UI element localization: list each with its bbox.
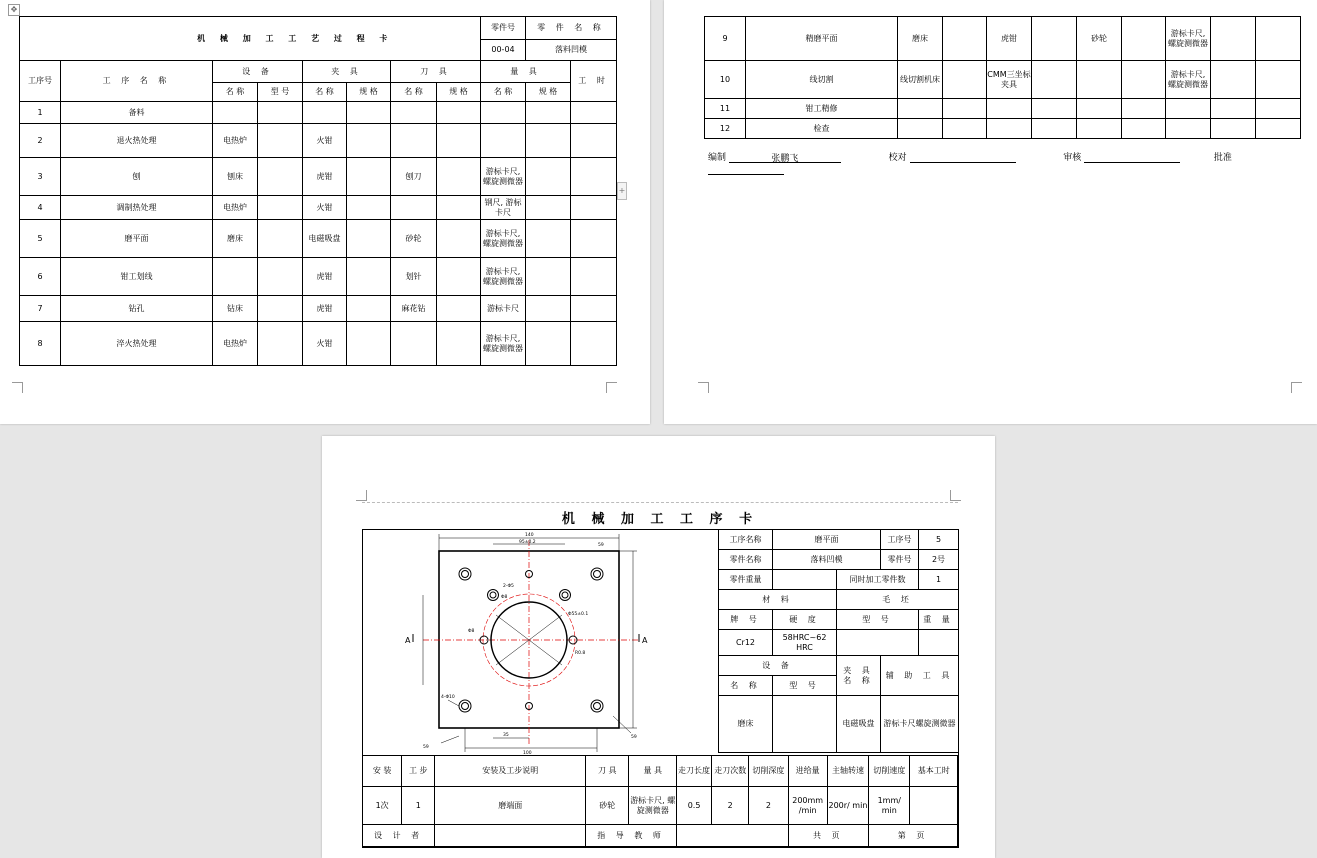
equip-name-value: 磨床 — [719, 696, 773, 753]
step-header-cell: 进给量 — [788, 756, 827, 787]
page-title: 机 械 加 工 工 艺 过 程 卡 — [20, 17, 571, 61]
dim-label: 100 — [523, 751, 532, 755]
fixture-spec-cell — [1032, 17, 1077, 61]
part-name-label: 零 件 名 称 — [526, 17, 617, 40]
fixture-name-cell: 虎钳 — [303, 258, 347, 296]
part-drawing — [363, 530, 719, 755]
table-resize-handle[interactable]: + — [617, 182, 627, 200]
equipment-name-cell: 电热炉 — [213, 322, 258, 366]
hardness-value: 58HRC~62 HRC — [773, 630, 837, 656]
equipment-name-cell: 钻床 — [213, 296, 258, 322]
time-cell — [571, 158, 617, 196]
equipment-model-cell — [258, 196, 303, 220]
proc-name-label: 工序名称 — [719, 530, 773, 550]
crop-mark — [698, 382, 709, 393]
review-field[interactable] — [1084, 151, 1180, 163]
step-name-cell: 刨 — [61, 158, 213, 196]
operation-card-title: 机 械 加 工 工 序 卡 — [561, 512, 759, 527]
table-row — [705, 119, 1301, 139]
check-label: 校对 — [888, 153, 907, 163]
fixture-name-cell — [303, 102, 347, 124]
sub-header-name: 名 称 — [481, 83, 526, 102]
measure-spec-cell — [1211, 99, 1256, 119]
step-header-cell: 切削深度 — [749, 756, 788, 787]
step-header-cell: 工 步 — [402, 756, 435, 787]
fixture-name-cell: 虎钳 — [303, 158, 347, 196]
equipment-model-cell — [258, 158, 303, 196]
step-no-cell: 12 — [705, 119, 746, 139]
part-name-value: 落料凹模 — [526, 40, 617, 61]
part-name-value: 落料凹模 — [773, 550, 881, 570]
table-row — [705, 99, 1301, 119]
section-mark-right: A — [642, 636, 648, 645]
step-value-cell: 游标卡尺, 螺旋测微器 — [629, 787, 677, 825]
compiler-field[interactable] — [729, 151, 841, 163]
tool-spec-cell — [437, 196, 481, 220]
tool-name-cell — [391, 102, 437, 124]
weight-value — [773, 570, 837, 590]
fixture-spec-cell — [1032, 61, 1077, 99]
tool-name-cell — [1077, 99, 1122, 119]
measure-spec-cell — [526, 124, 571, 158]
proc-name-value: 磨平面 — [773, 530, 881, 550]
move-handle-icon[interactable]: ✥ — [8, 4, 20, 16]
sub-header-spec: 规 格 — [437, 83, 481, 102]
tool-spec-cell — [437, 220, 481, 258]
measure-name-cell — [1166, 99, 1211, 119]
fixture-spec-cell — [347, 158, 391, 196]
crop-mark — [12, 382, 23, 393]
step-no-cell: 10 — [705, 61, 746, 99]
weight-label: 零件重量 — [719, 570, 773, 590]
fixture-name-cell: 火钳 — [303, 322, 347, 366]
approve-label: 批准 — [1213, 153, 1232, 163]
instructor-field[interactable] — [677, 825, 789, 847]
fixture-name-cell: CMM三坐标夹具 — [987, 61, 1032, 99]
measure-spec-cell — [526, 102, 571, 124]
step-no-cell: 3 — [20, 158, 61, 196]
equipment-model-cell — [258, 124, 303, 158]
fixture-name-cell: 虎钳 — [303, 296, 347, 322]
step-no-cell: 6 — [20, 258, 61, 296]
proc-no-value: 5 — [919, 530, 959, 550]
part-header-table — [480, 16, 617, 61]
table-row — [20, 196, 617, 220]
step-header-cell: 基本工时 — [910, 756, 958, 787]
dim-label: 2-Φ5 — [503, 584, 514, 589]
designer-label: 设 计 者 — [363, 825, 435, 847]
aux-label: 辅 助 工 具 — [881, 656, 959, 696]
compile-label: 编制 — [708, 153, 727, 163]
step-value-cell — [910, 787, 958, 825]
measure-spec-cell — [526, 196, 571, 220]
time-cell — [1256, 17, 1301, 61]
step-value-cell: 200mm /min — [788, 787, 827, 825]
step-value-cell: 2 — [712, 787, 749, 825]
table-row — [705, 61, 1301, 99]
sub-header-name: 名 称 — [213, 83, 258, 102]
total-pages-label: 共 页 — [788, 825, 869, 847]
measure-spec-cell — [1211, 119, 1256, 139]
page-3 — [322, 436, 995, 858]
measure-name-cell: 游标卡尺, 螺旋测微器 — [481, 322, 526, 366]
tool-name-cell: 刨刀 — [391, 158, 437, 196]
part-no-label: 零件号 — [481, 17, 526, 40]
time-header: 工 时 — [571, 61, 617, 102]
review-label: 审核 — [1063, 153, 1082, 163]
step-table — [362, 755, 958, 847]
fixture-spec-cell — [347, 220, 391, 258]
measure-name-cell: 游标卡尺, 螺旋测微器 — [1166, 17, 1211, 61]
step-value-cell: 2 — [749, 787, 788, 825]
tool-name-cell: 划针 — [391, 258, 437, 296]
signature-footer — [708, 150, 1308, 175]
time-cell — [571, 220, 617, 258]
fixture-spec-cell — [1032, 99, 1077, 119]
step-value-cell: 砂轮 — [586, 787, 629, 825]
simul-value: 1 — [919, 570, 959, 590]
step-name-cell: 钳工精修 — [746, 99, 898, 119]
step-name-header: 工 序 名 称 — [61, 61, 213, 102]
tool-name-cell — [391, 124, 437, 158]
equipment-model-cell — [258, 296, 303, 322]
fixture-spec-cell — [347, 196, 391, 220]
dim-label: Φ8 — [468, 629, 475, 634]
step-name-cell: 钻孔 — [61, 296, 213, 322]
table-row — [20, 158, 617, 196]
dim-label: 140 — [525, 533, 534, 538]
step-no-cell: 11 — [705, 99, 746, 119]
tool-name-cell — [391, 196, 437, 220]
equip-model-value — [773, 696, 837, 753]
measure-name-cell: 游标卡尺, 螺旋测微器 — [481, 258, 526, 296]
equipment-model-cell — [943, 119, 987, 139]
equipment-name-cell — [898, 119, 943, 139]
equipment-model-cell — [943, 99, 987, 119]
tool-spec-cell — [1122, 119, 1166, 139]
tool-spec-cell — [437, 258, 481, 296]
step-header-cell: 切削速度 — [869, 756, 910, 787]
sub-header-name: 名 称 — [391, 83, 437, 102]
equipment-name-cell: 磨床 — [898, 17, 943, 61]
tool-spec-cell — [1122, 99, 1166, 119]
equipment-name-cell: 电热炉 — [213, 196, 258, 220]
fixture-name-cell: 虎钳 — [987, 17, 1032, 61]
crop-mark — [1291, 382, 1302, 393]
step-header-cell: 安 装 — [363, 756, 402, 787]
fixture-spec-cell — [347, 258, 391, 296]
sub-header-name: 名 称 — [303, 83, 347, 102]
tool-spec-cell — [1122, 61, 1166, 99]
table-row — [20, 296, 617, 322]
step-name-cell: 精磨平面 — [746, 17, 898, 61]
fixture-value: 电磁吸盘 — [837, 696, 881, 753]
page-2 — [664, 0, 1317, 424]
equipment-name-cell — [898, 99, 943, 119]
table-row — [20, 322, 617, 366]
fixture-spec-cell — [347, 102, 391, 124]
measure-spec-cell — [526, 322, 571, 366]
equipment-model-cell — [943, 17, 987, 61]
step-name-cell: 钳工划线 — [61, 258, 213, 296]
fixture-spec-cell — [347, 296, 391, 322]
equipment-model-cell — [258, 322, 303, 366]
process-table-page1 — [19, 16, 617, 366]
measure-name-cell: 游标卡尺, 螺旋测微器 — [481, 220, 526, 258]
measure-spec-cell — [1211, 17, 1256, 61]
page-number-label: 第 页 — [869, 825, 958, 847]
fixture-spec-cell — [347, 322, 391, 366]
equipment-model-cell — [943, 61, 987, 99]
table-row — [20, 220, 617, 258]
compiler-name: 张鹏飞 — [771, 154, 799, 164]
time-cell — [1256, 99, 1301, 119]
part-no-label: 零件号 — [881, 550, 919, 570]
measure-name-cell — [481, 102, 526, 124]
grade-value: Cr12 — [719, 630, 773, 656]
time-cell — [1256, 119, 1301, 139]
equipment-name-cell: 刨床 — [213, 158, 258, 196]
table-row — [20, 102, 617, 124]
fixture-name-cell — [987, 99, 1032, 119]
tool-name-cell — [1077, 61, 1122, 99]
type-label: 型 号 — [837, 610, 919, 630]
table-row — [20, 124, 617, 158]
approve-field[interactable] — [708, 163, 784, 175]
equipment-name-cell — [213, 258, 258, 296]
step-name-cell: 磨平面 — [61, 220, 213, 258]
step-no-cell: 9 — [705, 17, 746, 61]
equip-model-label: 型 号 — [773, 676, 837, 696]
instructor-label: 指 导 教 师 — [586, 825, 677, 847]
material-label: 材 料 — [719, 590, 837, 610]
measure-spec-cell — [526, 220, 571, 258]
step-name-cell: 检查 — [746, 119, 898, 139]
step-value-cell: 1mm/ min — [869, 787, 910, 825]
fixture-name-cell: 火钳 — [303, 196, 347, 220]
step-value-cell: 磨端面 — [435, 787, 586, 825]
step-value-cell: 1次 — [363, 787, 402, 825]
step-header-cell: 安装及工步说明 — [435, 756, 586, 787]
fixture-header: 夹 具 — [303, 61, 391, 83]
time-cell — [571, 124, 617, 158]
step-no-cell: 2 — [20, 124, 61, 158]
fixture-name-cell: 电磁吸盘 — [303, 220, 347, 258]
equipment-model-cell — [258, 102, 303, 124]
mass-value — [919, 630, 959, 656]
tool-name-cell: 砂轮 — [391, 220, 437, 258]
designer-field[interactable] — [435, 825, 586, 847]
proc-no-label: 工序号 — [881, 530, 919, 550]
dim-label: 59 — [598, 543, 604, 548]
aux-value: 游标卡尺螺旋测微器 — [881, 696, 959, 753]
part-no-value: 2号 — [919, 550, 959, 570]
measure-name-cell — [481, 124, 526, 158]
measure-name-cell — [1166, 119, 1211, 139]
step-no-cell: 8 — [20, 322, 61, 366]
equipment-name-cell: 磨床 — [213, 220, 258, 258]
step-name-cell: 退火热处理 — [61, 124, 213, 158]
section-mark-left: A — [405, 636, 411, 645]
tool-header: 刀 具 — [391, 61, 481, 83]
step-no-cell: 7 — [20, 296, 61, 322]
measure-name-cell: 游标卡尺 — [481, 296, 526, 322]
measure-header: 量 具 — [481, 61, 571, 83]
tool-spec-cell — [437, 322, 481, 366]
step-no-cell: 4 — [20, 196, 61, 220]
crop-mark — [356, 490, 367, 501]
measure-spec-cell — [526, 258, 571, 296]
type-value — [837, 630, 919, 656]
dim-label: R0.8 — [575, 651, 586, 656]
step-name-cell: 调制热处理 — [61, 196, 213, 220]
dim-label: Φ55±0.1 — [568, 612, 589, 617]
step-no-header: 工序号 — [20, 61, 61, 102]
time-cell — [571, 258, 617, 296]
process-table-page2 — [704, 16, 1301, 139]
time-cell — [1256, 61, 1301, 99]
measure-spec-cell — [526, 296, 571, 322]
table-row — [705, 17, 1301, 61]
equipment-model-cell — [258, 258, 303, 296]
equipment-name-cell: 电热炉 — [213, 124, 258, 158]
step-name-cell: 备料 — [61, 102, 213, 124]
measure-name-cell: 游标卡尺, 螺旋测微器 — [481, 158, 526, 196]
dimension-labels — [423, 532, 637, 755]
measure-spec-cell — [526, 158, 571, 196]
step-header-cell: 走刀次数 — [712, 756, 749, 787]
fixture-name-cell: 火钳 — [303, 124, 347, 158]
equipment-header: 设 备 — [213, 61, 303, 83]
step-no-cell: 5 — [20, 220, 61, 258]
step-header-cell: 走刀长度 — [677, 756, 712, 787]
step-header-cell: 量 具 — [629, 756, 677, 787]
crop-mark — [606, 382, 617, 393]
dim-label: 59 — [423, 745, 429, 750]
tool-name-cell: 砂轮 — [1077, 17, 1122, 61]
tool-spec-cell — [437, 102, 481, 124]
operation-info-table — [718, 529, 959, 753]
grade-label: 牌 号 — [719, 610, 773, 630]
page-1 — [0, 0, 650, 424]
tool-spec-cell — [1122, 17, 1166, 61]
measure-name-cell: 钢尺, 游标卡尺 — [481, 196, 526, 220]
measure-spec-cell — [1211, 61, 1256, 99]
time-cell — [571, 102, 617, 124]
tool-spec-cell — [437, 124, 481, 158]
tool-name-cell: 麻花钻 — [391, 296, 437, 322]
fixture-spec-cell — [1032, 119, 1077, 139]
step-header-cell: 主轴转速 — [827, 756, 868, 787]
blank-label: 毛 坯 — [837, 590, 959, 610]
tool-name-cell — [391, 322, 437, 366]
tool-spec-cell — [437, 158, 481, 196]
dimension-lines — [423, 534, 637, 752]
equipment-name-cell: 线切割机床 — [898, 61, 943, 99]
dim-label: 59 — [631, 735, 637, 740]
step-no-cell: 1 — [20, 102, 61, 124]
step-header-cell: 刀 具 — [586, 756, 629, 787]
dim-label: 35 — [503, 733, 509, 738]
table-row — [20, 258, 617, 296]
measure-name-cell: 游标卡尺, 螺旋测微器 — [1166, 61, 1211, 99]
fixture-name-cell — [987, 119, 1032, 139]
sub-header-spec: 规 格 — [347, 83, 391, 102]
dim-label: 95±0.2 — [519, 540, 536, 545]
part-no-value: 00-04 — [481, 40, 526, 61]
hardness-label: 硬 度 — [773, 610, 837, 630]
crop-mark — [950, 490, 961, 501]
equip-name-label: 名 称 — [719, 676, 773, 696]
time-cell — [571, 322, 617, 366]
step-value-cell: 1 — [402, 787, 435, 825]
fixture-label: 夹 具 名 称 — [837, 656, 881, 696]
mass-label: 重 量 — [919, 610, 959, 630]
step-value-cell: 0.5 — [677, 787, 712, 825]
time-cell — [571, 296, 617, 322]
step-name-cell: 淬火热处理 — [61, 322, 213, 366]
header-dashed-line — [362, 502, 958, 503]
sub-header-model: 型 号 — [258, 83, 303, 102]
equipment-model-cell — [258, 220, 303, 258]
part-name-label: 零件名称 — [719, 550, 773, 570]
step-name-cell: 线切割 — [746, 61, 898, 99]
step-value-cell: 200r/ min — [827, 787, 868, 825]
simul-label: 同时加工零件数 — [837, 570, 919, 590]
dim-label: Φ8 — [501, 595, 508, 600]
equip-label: 设 备 — [719, 656, 837, 676]
sub-header-spec: 规 格 — [526, 83, 571, 102]
equipment-name-cell — [213, 102, 258, 124]
tool-spec-cell — [437, 296, 481, 322]
dim-label: 4-Φ10 — [441, 695, 455, 700]
check-field[interactable] — [910, 151, 1016, 163]
tool-name-cell — [1077, 119, 1122, 139]
time-cell — [571, 196, 617, 220]
fixture-spec-cell — [347, 124, 391, 158]
